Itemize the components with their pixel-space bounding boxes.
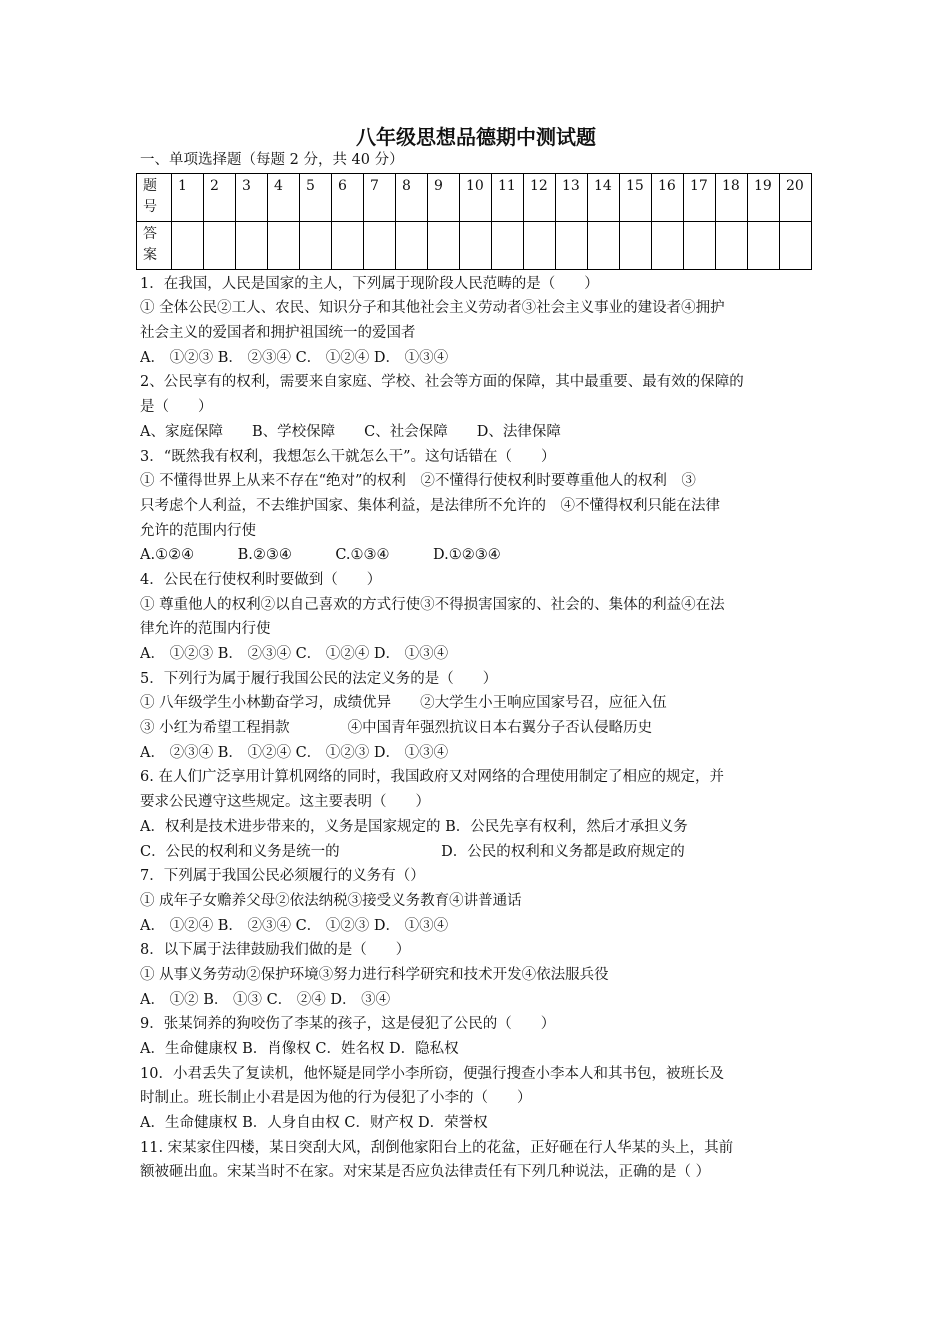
question-line: 律允许的范围内行使 [140, 621, 271, 638]
number-cell: 4 [268, 173, 300, 221]
number-cell: 3 [236, 173, 268, 221]
answer-cell[interactable] [364, 221, 396, 269]
question-line: 额被砸出血。宋某当时不在家。对宋某是否应负法律责任有下列几种说法，正确的是（ ） [140, 1164, 711, 1181]
number-cell: 2 [204, 173, 236, 221]
question-line: A． ①②③ B． ②③④ C． ①②④ D． ①③④ [140, 646, 449, 662]
answer-cell[interactable] [268, 221, 300, 269]
question-line: 时制止。班长制止小君是因为他的行为侵犯了小李的（ ） [140, 1090, 532, 1107]
question-line: 3．“既然我有权利，我想怎么干就怎么干”。这句话错在（ ） [140, 448, 556, 465]
answer-cell[interactable] [204, 221, 236, 269]
number-cell: 12 [524, 173, 556, 221]
number-cell: 8 [396, 173, 428, 221]
number-cell: 19 [748, 173, 780, 221]
number-cell: 7 [364, 173, 396, 221]
number-cell: 18 [716, 173, 748, 221]
question-line: ① 尊重他人的权利②以自己喜欢的方式行使③不得损害国家的、社会的、集体的利益④在法 [140, 596, 725, 613]
question-line: A．生命健康权 B．人身自由权 C．财产权 D．荣誉权 [140, 1115, 488, 1132]
question-line: 允许的范围内行使 [140, 522, 256, 539]
number-cell: 20 [780, 173, 812, 221]
answer-cell[interactable] [396, 221, 428, 269]
question-line: 10．小君丢失了复读机，他怀疑是同学小李所窃，便强行搜查小李本人和其书包，被班长及 [140, 1065, 724, 1082]
answer-cell[interactable] [620, 221, 652, 269]
answer-cell[interactable] [460, 221, 492, 269]
answer-table-answer-row [137, 221, 812, 269]
question-line: ③ 小红为希望工程捐款 ④中国青年强烈抗议日本右翼分子否认侵略历史 [140, 720, 653, 737]
question-line: 7．下列属于我国公民必须履行的义务有（） [140, 868, 425, 885]
question-line: ① 不懂得世界上从来不存在“绝对”的权利 ②不懂得行使权利时要尊重他人的权利 ③ [140, 473, 696, 490]
question-line: 是（ ） [140, 399, 213, 416]
question-line: A、家庭保障 B、学校保障 C、社会保障 D、法律保障 [140, 423, 561, 440]
number-cell: 17 [684, 173, 716, 221]
answer-row-header: 答 案 [137, 221, 172, 269]
question-line: 要求公民遵守这些规定。这主要表明（ ） [140, 794, 430, 811]
question-line: 2、公民享有的权利，需要来自家庭、学校、社会等方面的保障，其中最重要、最有效的保障的 [140, 374, 744, 391]
question-line: A． ①②④ B． ②③④ C． ①②③ D． ①③④ [140, 917, 449, 934]
question-line: 只考虑个人利益，不去维护国家、集体利益，是法律所不允许的 ④不懂得权利只能在法律 [140, 497, 720, 514]
question-line: ① 全体公民②工人、农民、知识分子和其他社会主义劳动者③社会主义事业的建设者④拥护 [140, 300, 725, 317]
question-line: C．公民的权利和义务是统一的 D．公民的权利和义务都是政府规定的 [140, 843, 685, 860]
answer-cell[interactable] [780, 221, 812, 269]
question-line: 6. 在人们广泛享用计算机网络的同时，我国政府又对网络的合理使用制定了相应的规定，并 [140, 769, 724, 786]
question-line: ① 从事义务劳动②保护环境③努力进行科学研究和技术开发④依法服兵役 [140, 966, 609, 983]
question-line: 5．下列行为属于履行我国公民的法定义务的是（ ） [140, 670, 498, 687]
question-line: ① 成年子女赡养父母②依法纳税③接受义务教育④讲普通话 [140, 892, 522, 909]
number-cell: 1 [172, 173, 204, 221]
answer-cell[interactable] [492, 221, 524, 269]
answer-table-number-row [137, 173, 812, 221]
exam-page [140, 122, 812, 1185]
question-line: A．权利是技术进步带来的，义务是国家规定的 B．公民先享有权利，然后才承担义务 [140, 818, 688, 835]
answer-cell[interactable] [428, 221, 460, 269]
number-cell: 13 [556, 173, 588, 221]
answer-cell[interactable] [748, 221, 780, 269]
number-cell: 16 [652, 173, 684, 221]
section-heading: 一、单项选择题（每题 2 分，共 40 分） [140, 152, 404, 168]
question-body [140, 272, 812, 1185]
question-line: 11. 宋某家住四楼，某日突刮大风，刮倒他家阳台上的花盆，正好砸在行人华某的头上，其前 [140, 1139, 734, 1156]
number-cell: 9 [428, 173, 460, 221]
page-title: 八年级思想品德期中测试题 [356, 125, 596, 149]
question-line: A． ①②③ B． ②③④ C． ①②④ D． ①③④ [140, 349, 449, 366]
question-line: 社会主义的爱国者和拥护祖国统一的爱国者 [140, 325, 416, 342]
answer-cell[interactable] [300, 221, 332, 269]
number-cell: 10 [460, 173, 492, 221]
question-line: A．生命健康权 B．肖像权 C．姓名权 D．隐私权 [140, 1041, 459, 1057]
number-row-header: 题 号 [137, 173, 172, 221]
question-line: 9．张某饲养的狗咬伤了李某的孩子，这是侵犯了公民的（ ） [140, 1016, 556, 1033]
number-cell: 6 [332, 173, 364, 221]
number-cell: 14 [588, 173, 620, 221]
answer-cell[interactable] [332, 221, 364, 269]
question-line: A.①②④ B.②③④ C.①③④ D.①②③④ [140, 547, 501, 564]
answer-cell[interactable] [172, 221, 204, 269]
answer-table [136, 173, 812, 270]
question-line: ① 八年级学生小林勤奋学习，成绩优异 ②大学生小王响应国家号召，应征入伍 [140, 695, 667, 712]
answer-cell[interactable] [236, 221, 268, 269]
question-line: A． ②③④ B． ①②④ C． ①②③ D． ①③④ [140, 744, 449, 761]
number-cell: 15 [620, 173, 652, 221]
answer-cell[interactable] [716, 221, 748, 269]
number-cell: 11 [492, 173, 524, 221]
question-line: 8．以下属于法律鼓励我们做的是（ ） [140, 942, 411, 959]
answer-cell[interactable] [684, 221, 716, 269]
answer-cell[interactable] [524, 221, 556, 269]
answer-cell[interactable] [556, 221, 588, 269]
question-line: 4．公民在行使权利时要做到（ ） [140, 571, 382, 588]
question-line: A． ①② B． ①③ C． ②④ D． ③④ [140, 991, 391, 1008]
answer-cell[interactable] [652, 221, 684, 269]
answer-cell[interactable] [588, 221, 620, 269]
question-line: 1．在我国，人民是国家的主人，下列属于现阶段人民范畴的是（ ） [140, 275, 599, 292]
number-cell: 5 [300, 173, 332, 221]
